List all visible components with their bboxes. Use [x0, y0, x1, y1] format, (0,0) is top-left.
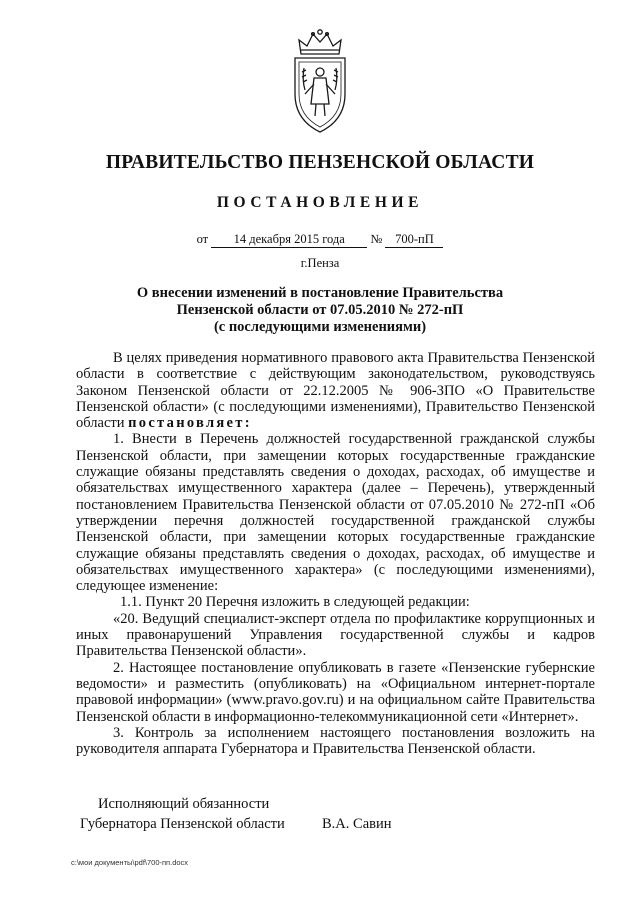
item-1-1-text-paragraph: «20. Ведущий специалист-эксперт отдела по профилактике коррупционных и иных правонарушений Управления государственной службы и кадров Правительства Пензенской области».	[76, 610, 595, 660]
file-path-footer: c:\мои документы\pdf\700-пп.docx	[71, 858, 189, 867]
item-1-paragraph: 1. Внести в Перечень должностей государственной гражданской службы Пензенской области, при замещении которых государственные гражданские служащие обязаны представлять сведения о доходах, расходах, об имуществе и обязательствах имущественного характера (далее – Перечень), утвержденный постановлением Правительства Пензенской области от 07.05.2010 № 272-пП «Об утверждении перечня должностей государственной гражданской службы Пензенской области, при замещении которых государственные гражданские служащие обязаны представлять сведения о доходах, расходах, об имуществе и обязательствах имущественного характера» (с последующими изменениями), следующее изменение:	[76, 431, 595, 595]
signature-title-line: Исполняющий обязанности	[98, 796, 270, 812]
document-body	[76, 350, 595, 757]
date-prefix: от	[196, 232, 209, 246]
signer-name: В.А. Савин	[322, 816, 392, 832]
resolves-keyword: постановляет:	[128, 415, 252, 432]
number-sign: №	[370, 232, 383, 246]
signature-title	[80, 794, 285, 834]
preamble-paragraph	[76, 350, 595, 431]
document-subject	[0, 285, 640, 336]
date-number-line	[0, 232, 640, 248]
government-title: ПРАВИТЕЛЬСТВО ПЕНЗЕНСКОЙ ОБЛАСТИ	[105, 152, 535, 173]
city: г.Пенза	[300, 256, 340, 270]
subject-line: (с последующими изменениями)	[213, 319, 427, 335]
subject-line: О внесении изменений в постановление Правительства	[136, 285, 504, 301]
document-date: 14 декабря 2015 года	[211, 232, 367, 248]
preamble-text: В целях приведения нормативного правового акта Правительства Пензенской области в соответствие с действующим законодательством, руководствуясь Законом Пензенской области от 22.12.2005 № 906-ЗПО «О Правительстве Пензенской области» (с последующими изменениями), Правительство Пензенской области	[76, 350, 595, 432]
document-number: 700-пП	[385, 232, 443, 248]
item-1-1-paragraph: 1.1. Пункт 20 Перечня изложить в следующей редакции:	[120, 594, 470, 611]
subject-line: Пензенской области от 07.05.2010 № 272-пП	[176, 302, 464, 318]
item-3-paragraph: 3. Контроль за исполнением настоящего постановления возложить на руководителя аппарата Губернатора и Правительства Пензенской области.	[76, 724, 595, 758]
document-type: ПОСТАНОВЛЕНИЕ	[216, 194, 424, 211]
item-2-paragraph: 2. Настоящее постановление опубликовать в газете «Пензенские губернские ведомости» и разместить (опубликовать) на «Официальном интернет-портале правовой информации» (www.pravo.gov.ru) и на официальном сайте Правительства Пензенской области в информационно-телекоммуникационной сети «Интернет».	[76, 659, 595, 725]
signature-title-line: Губернатора Пензенской области	[80, 816, 285, 832]
penza-coat-of-arms-icon	[283, 28, 357, 136]
